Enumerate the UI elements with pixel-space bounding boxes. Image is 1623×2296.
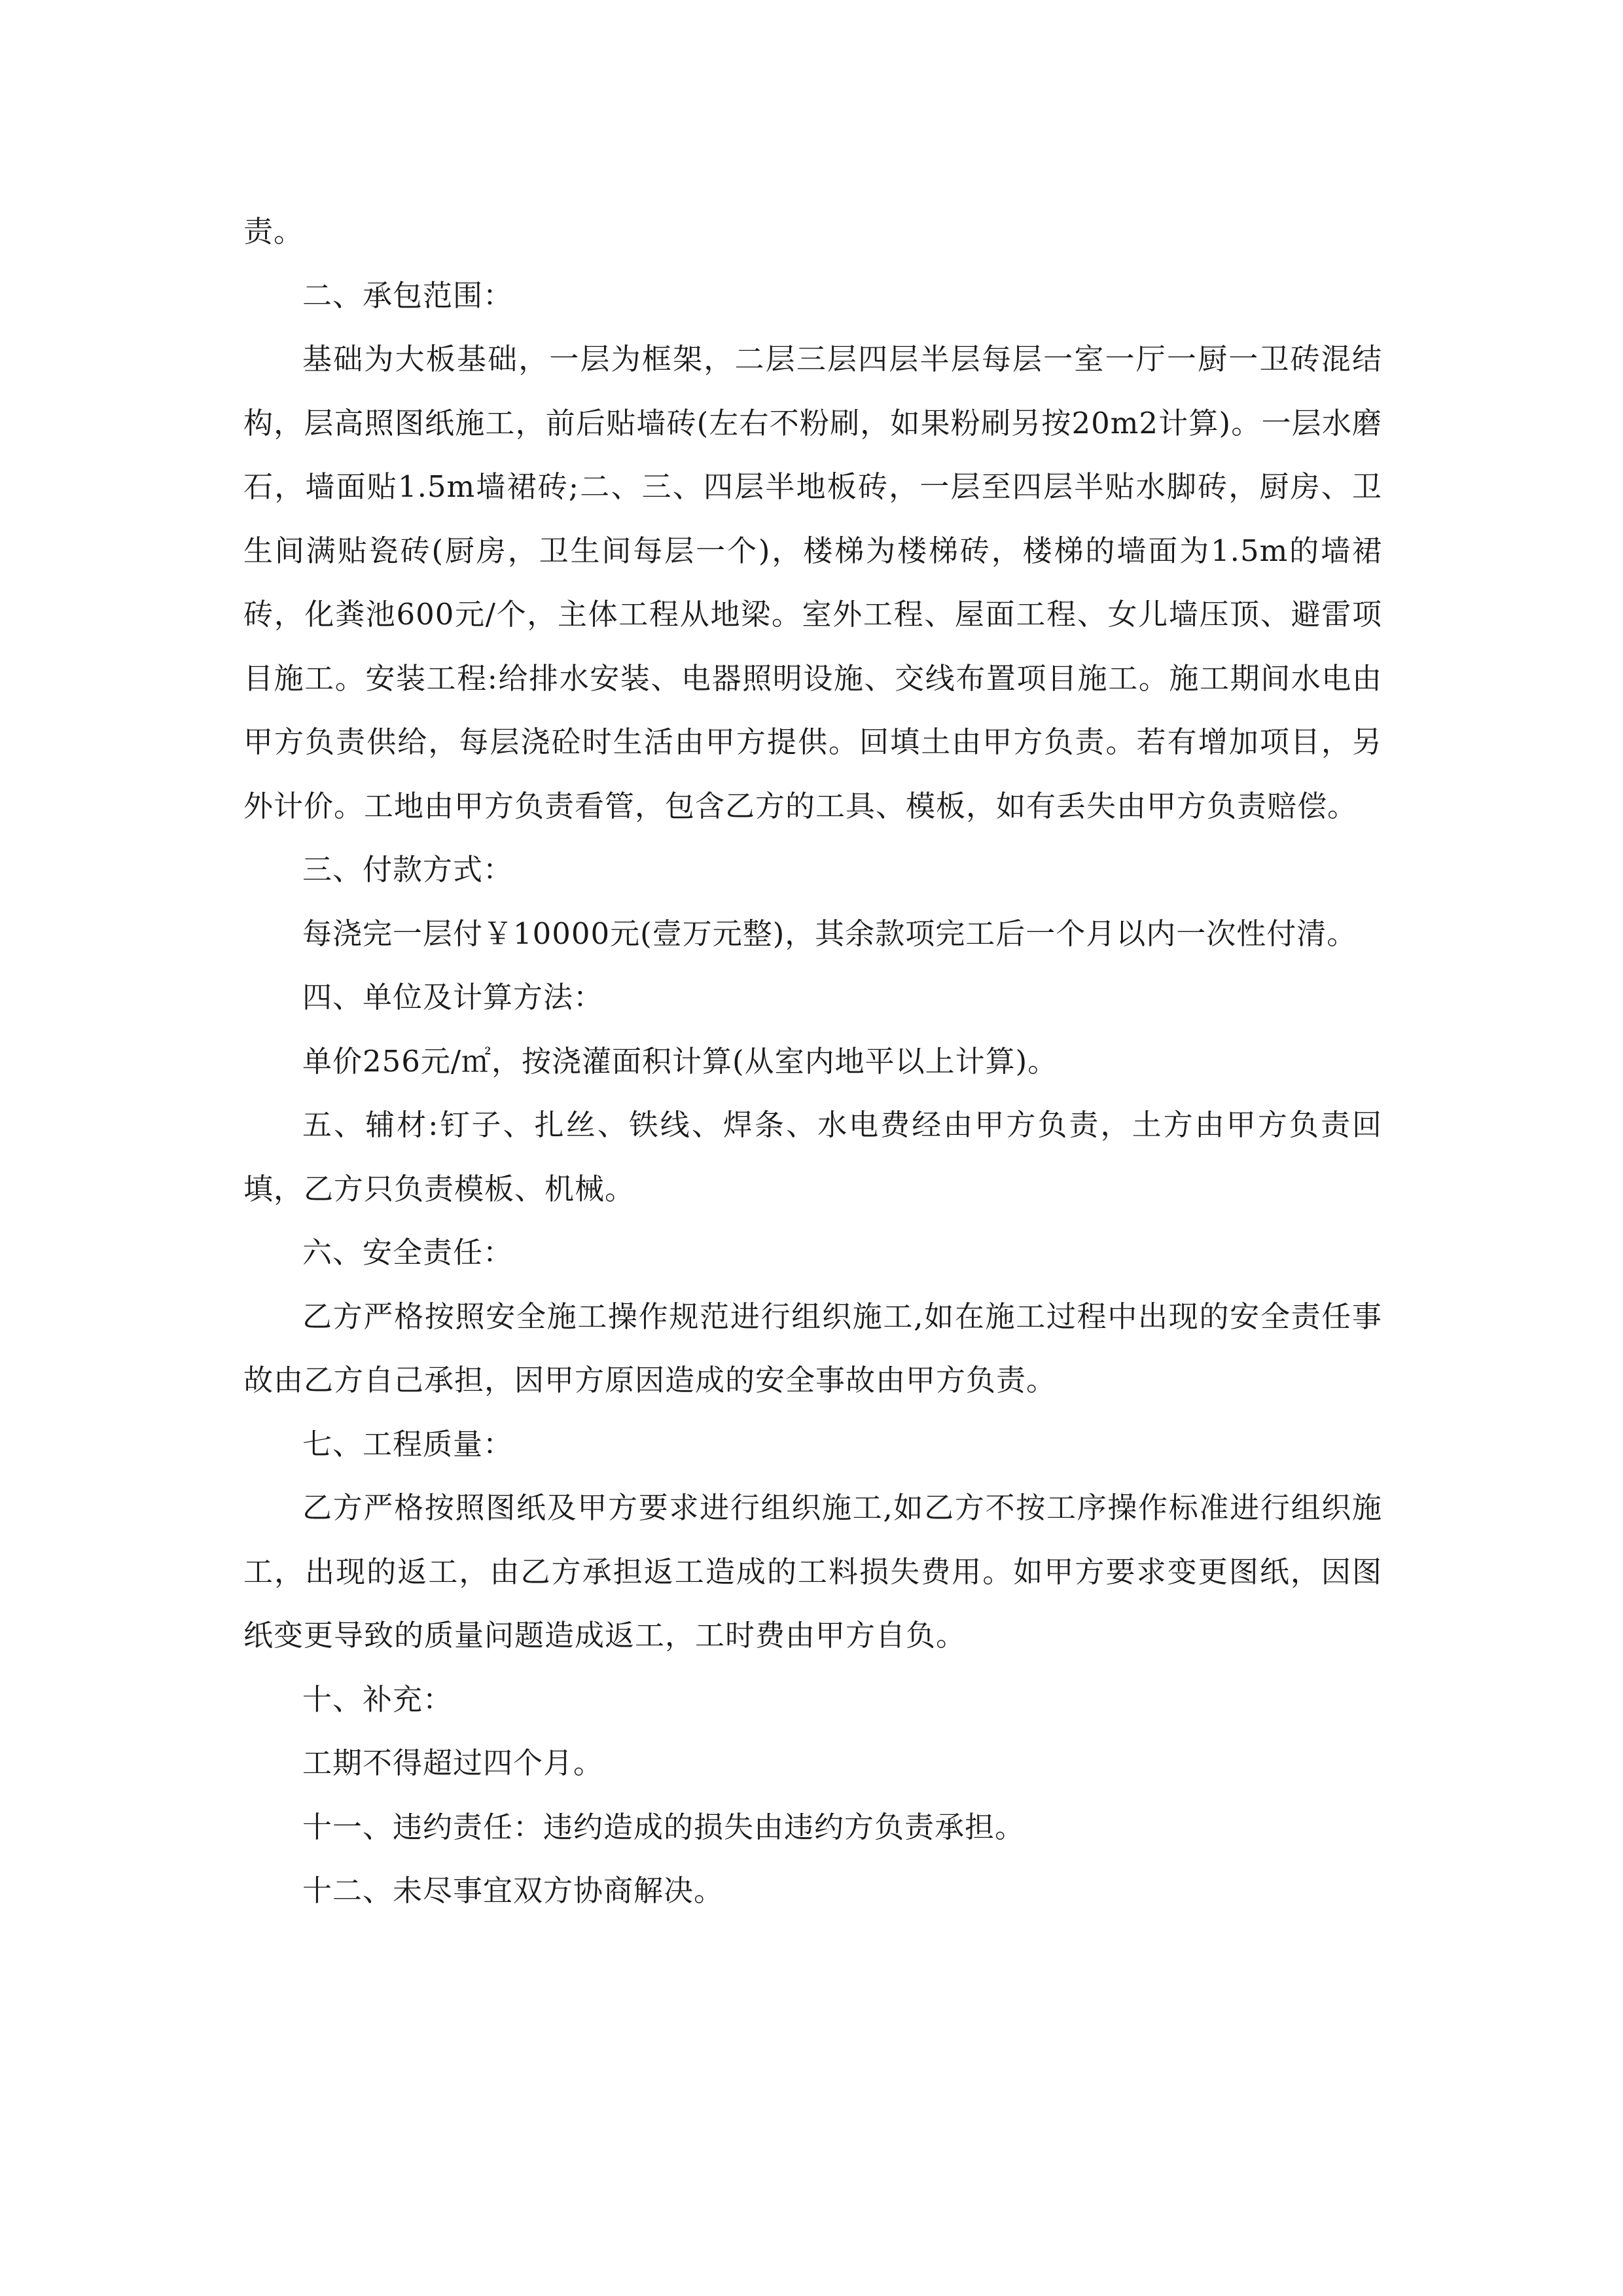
heading-unit-calculation: 四、单位及计算方法： [302, 980, 604, 1014]
paragraph-payment-method: 每浇完一层付￥10000元(壹万元整)，其余款项完工后一个月以内一次性付清。 [302, 916, 1357, 951]
document-body [243, 200, 1382, 1923]
paragraph-unresolved-matters: 十二、未尽事宜双方协商解决。 [302, 1873, 724, 1908]
paragraph-unit-calculation: 单价256元/㎡，按浇灌面积计算(从室内地平以上计算)。 [302, 1043, 1058, 1079]
heading-project-quality: 七、工程质量： [302, 1426, 514, 1462]
heading-supplement: 十、补充： [302, 1681, 454, 1717]
heading-contract-scope: 二、承包范围： [302, 278, 514, 313]
heading-payment-method: 三、付款方式： [302, 852, 514, 887]
paragraph-contract-scope: 基础为大板基础，一层为框架，二层三层四层半层每层一室一厅一厨一卫砖混结构，层高照图纸施工，前后贴墙砖(左右不粉刷，如果粉刷另按20m2计算)。一层水磨石，墙面贴1.5m墙裙砖;二、三、四层半地板砖，一层至四层半贴水脚砖，厨房、卫生间满贴瓷砖(厨房，卫生间每层一个)，楼梯为楼梯砖，楼梯的墙面为1.5m的墙裙砖，化粪池600元/个，主体工程从地梁。室外工程、屋面工程、女儿墙压顶、避雷项目施工。安装工程:给排水安装、电器照明设施、交线布置项目施工。施工期间水电由甲方负责供给，每层浇砼时生活由甲方提供。回填土由甲方负责。若有增加项目，另外计价。工地由甲方负责看管，包含乙方的工具、模板，如有丢失由甲方负责赔偿。 [243, 342, 1382, 823]
paragraph-safety-responsibility: 乙方严格按照安全施工操作规范进行组织施工,如在施工过程中出现的安全责任事故由乙方自己承担，因甲方原因造成的安全事故由甲方负责。 [243, 1299, 1382, 1397]
paragraph-breach-liability: 十一、违约责任：违约造成的损失由违约方负责承担。 [302, 1809, 1026, 1844]
paragraph-auxiliary-materials: 五、辅材:钉子、扎丝、铁线、焊条、水电费经由甲方负责，土方由甲方负责回填，乙方只负责模板、机械。 [243, 1107, 1382, 1206]
paragraph-continuation: 责。 [243, 214, 304, 249]
paragraph-supplement: 工期不得超过四个月。 [302, 1746, 604, 1780]
heading-safety-responsibility: 六、安全责任： [302, 1235, 514, 1270]
paragraph-project-quality: 乙方严格按照图纸及甲方要求进行组织施工,如乙方不按工序操作标准进行组织施工，出现的返工，由乙方承担返工造成的工料损失费用。如甲方要求变更图纸，因图纸变更导致的质量问题造成返工，工时费由甲方自负。 [243, 1490, 1382, 1653]
